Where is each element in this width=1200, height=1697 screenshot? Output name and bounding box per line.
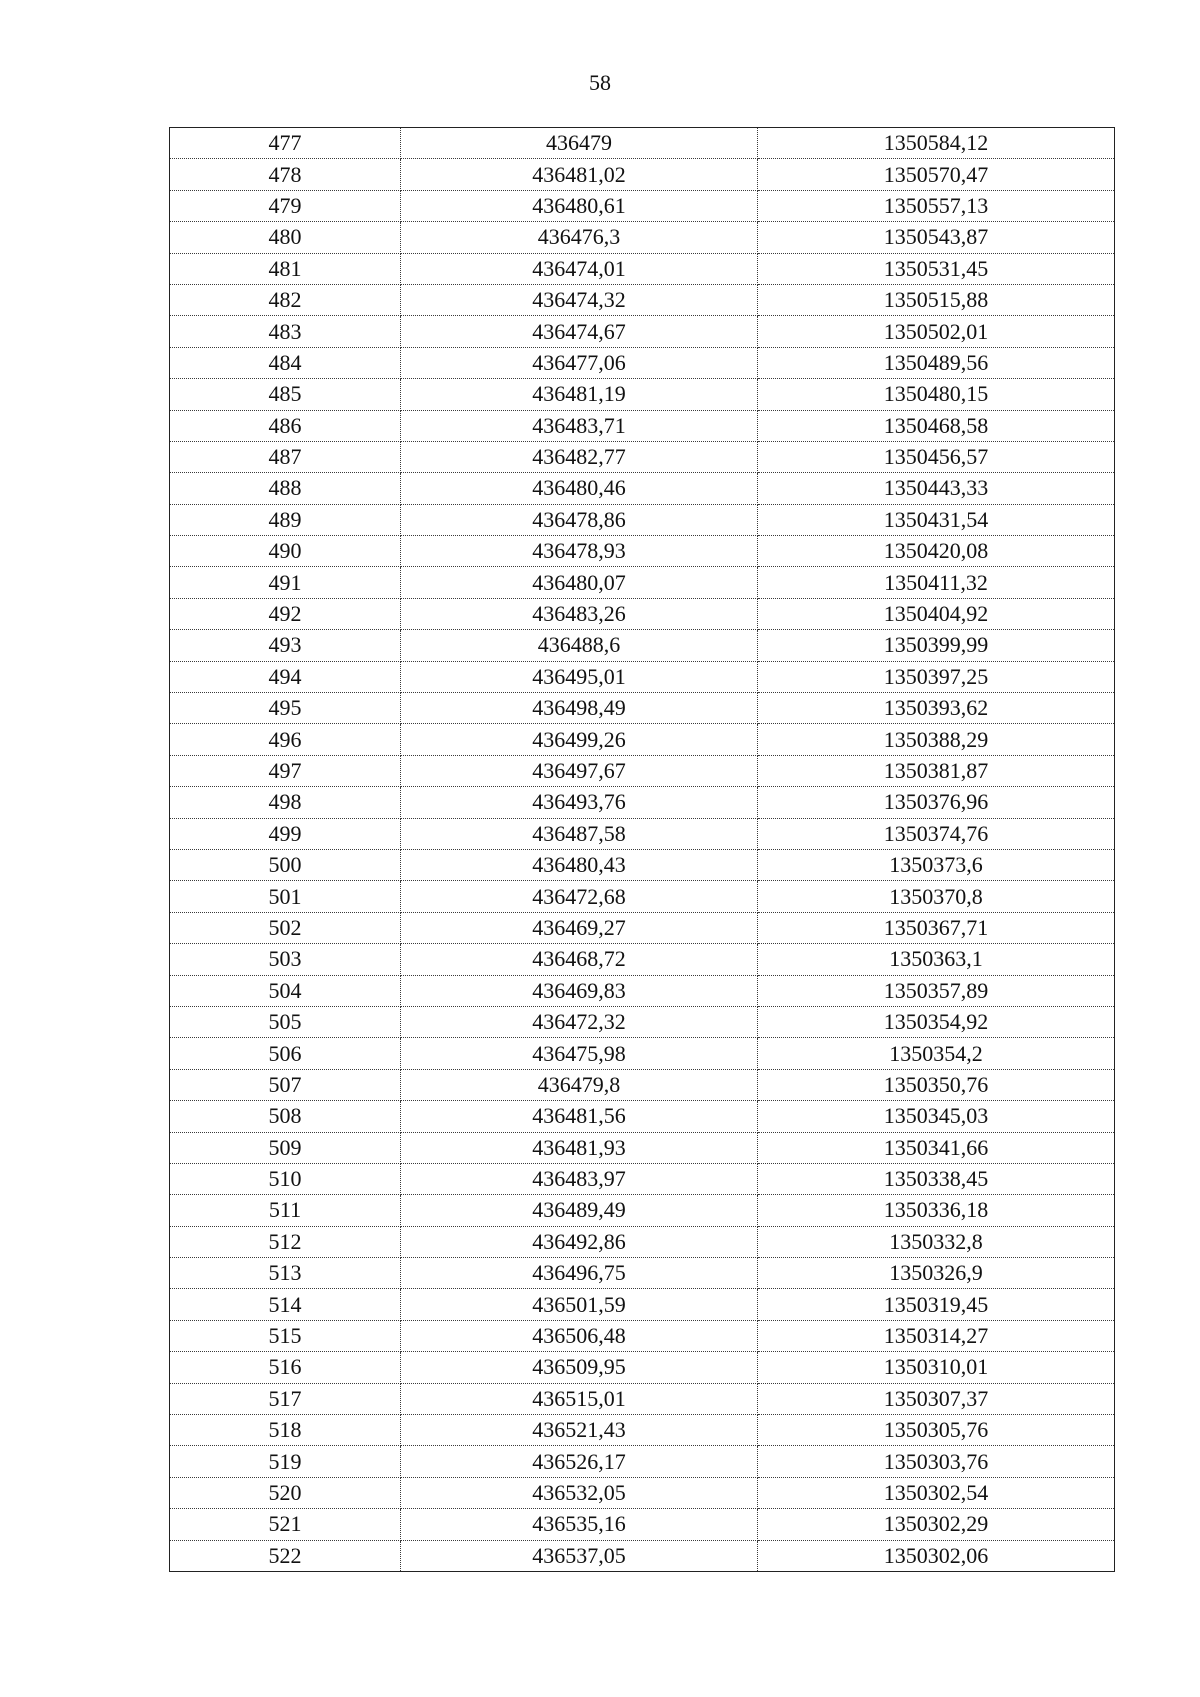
x-coordinate-cell: 436469,83 xyxy=(401,975,758,1006)
y-coordinate-cell: 1350336,18 xyxy=(758,1195,1115,1226)
x-coordinate-cell: 436469,27 xyxy=(401,912,758,943)
point-number-cell: 506 xyxy=(170,1038,401,1069)
table-row xyxy=(170,1006,1115,1037)
y-coordinate-cell: 1350456,57 xyxy=(758,441,1115,472)
x-coordinate-cell: 436488,6 xyxy=(401,630,758,661)
table-row xyxy=(170,1415,1115,1446)
x-coordinate-cell: 436493,76 xyxy=(401,787,758,818)
point-number-cell: 491 xyxy=(170,567,401,598)
y-coordinate-cell: 1350397,25 xyxy=(758,661,1115,692)
table-row xyxy=(170,504,1115,535)
table-row xyxy=(170,284,1115,315)
table-row xyxy=(170,849,1115,880)
y-coordinate-cell: 1350381,87 xyxy=(758,755,1115,786)
table-row xyxy=(170,1069,1115,1100)
y-coordinate-cell: 1350431,54 xyxy=(758,504,1115,535)
y-coordinate-cell: 1350480,15 xyxy=(758,379,1115,410)
point-number-cell: 520 xyxy=(170,1477,401,1508)
x-coordinate-cell: 436532,05 xyxy=(401,1477,758,1508)
point-number-cell: 508 xyxy=(170,1101,401,1132)
x-coordinate-cell: 436481,02 xyxy=(401,159,758,190)
point-number-cell: 501 xyxy=(170,881,401,912)
point-number-cell: 486 xyxy=(170,410,401,441)
x-coordinate-cell: 436482,77 xyxy=(401,441,758,472)
point-number-cell: 518 xyxy=(170,1415,401,1446)
x-coordinate-cell: 436474,67 xyxy=(401,316,758,347)
y-coordinate-cell: 1350468,58 xyxy=(758,410,1115,441)
page-number: 58 xyxy=(589,70,611,95)
x-coordinate-cell: 436509,95 xyxy=(401,1352,758,1383)
table-row xyxy=(170,536,1115,567)
y-coordinate-cell: 1350370,8 xyxy=(758,881,1115,912)
x-coordinate-cell: 436496,75 xyxy=(401,1258,758,1289)
point-number-cell: 489 xyxy=(170,504,401,535)
table-row xyxy=(170,1446,1115,1477)
y-coordinate-cell: 1350443,33 xyxy=(758,473,1115,504)
point-number-cell: 498 xyxy=(170,787,401,818)
x-coordinate-cell: 436526,17 xyxy=(401,1446,758,1477)
point-number-cell: 484 xyxy=(170,347,401,378)
x-coordinate-cell: 436481,56 xyxy=(401,1101,758,1132)
point-number-cell: 488 xyxy=(170,473,401,504)
x-coordinate-cell: 436487,58 xyxy=(401,818,758,849)
point-number-cell: 485 xyxy=(170,379,401,410)
y-coordinate-cell: 1350502,01 xyxy=(758,316,1115,347)
table-row xyxy=(170,567,1115,598)
point-number-cell: 494 xyxy=(170,661,401,692)
point-number-cell: 492 xyxy=(170,598,401,629)
x-coordinate-cell: 436501,59 xyxy=(401,1289,758,1320)
x-coordinate-cell: 436483,97 xyxy=(401,1163,758,1194)
table-row xyxy=(170,410,1115,441)
y-coordinate-cell: 1350332,8 xyxy=(758,1226,1115,1257)
x-coordinate-cell: 436521,43 xyxy=(401,1415,758,1446)
table-row xyxy=(170,881,1115,912)
point-number-cell: 503 xyxy=(170,944,401,975)
table-row xyxy=(170,975,1115,1006)
y-coordinate-cell: 1350376,96 xyxy=(758,787,1115,818)
table-row xyxy=(170,1509,1115,1540)
point-number-cell: 513 xyxy=(170,1258,401,1289)
table-row xyxy=(170,1383,1115,1414)
point-number-cell: 507 xyxy=(170,1069,401,1100)
y-coordinate-cell: 1350354,92 xyxy=(758,1006,1115,1037)
y-coordinate-cell: 1350373,6 xyxy=(758,849,1115,880)
y-coordinate-cell: 1350489,56 xyxy=(758,347,1115,378)
x-coordinate-cell: 436479,8 xyxy=(401,1069,758,1100)
x-coordinate-cell: 436492,86 xyxy=(401,1226,758,1257)
point-number-cell: 481 xyxy=(170,253,401,284)
point-number-cell: 477 xyxy=(170,128,401,159)
x-coordinate-cell: 436480,46 xyxy=(401,473,758,504)
table-row xyxy=(170,1258,1115,1289)
x-coordinate-cell: 436481,19 xyxy=(401,379,758,410)
y-coordinate-cell: 1350420,08 xyxy=(758,536,1115,567)
table-row xyxy=(170,1289,1115,1320)
table-row xyxy=(170,253,1115,284)
x-coordinate-cell: 436480,61 xyxy=(401,190,758,221)
x-coordinate-cell: 436483,26 xyxy=(401,598,758,629)
x-coordinate-cell: 436480,07 xyxy=(401,567,758,598)
table-row xyxy=(170,190,1115,221)
point-number-cell: 510 xyxy=(170,1163,401,1194)
x-coordinate-cell: 436476,3 xyxy=(401,222,758,253)
point-number-cell: 502 xyxy=(170,912,401,943)
x-coordinate-cell: 436497,67 xyxy=(401,755,758,786)
y-coordinate-cell: 1350307,37 xyxy=(758,1383,1115,1414)
y-coordinate-cell: 1350363,1 xyxy=(758,944,1115,975)
x-coordinate-cell: 436506,48 xyxy=(401,1320,758,1351)
y-coordinate-cell: 1350338,45 xyxy=(758,1163,1115,1194)
y-coordinate-cell: 1350393,62 xyxy=(758,693,1115,724)
point-number-cell: 505 xyxy=(170,1006,401,1037)
point-number-cell: 512 xyxy=(170,1226,401,1257)
y-coordinate-cell: 1350302,29 xyxy=(758,1509,1115,1540)
table-row xyxy=(170,473,1115,504)
y-coordinate-cell: 1350543,87 xyxy=(758,222,1115,253)
table-row xyxy=(170,818,1115,849)
point-number-cell: 487 xyxy=(170,441,401,472)
y-coordinate-cell: 1350367,71 xyxy=(758,912,1115,943)
table-row xyxy=(170,316,1115,347)
table-row xyxy=(170,1195,1115,1226)
x-coordinate-cell: 436498,49 xyxy=(401,693,758,724)
table-row xyxy=(170,944,1115,975)
point-number-cell: 496 xyxy=(170,724,401,755)
table-row xyxy=(170,912,1115,943)
x-coordinate-cell: 436472,68 xyxy=(401,881,758,912)
table-row xyxy=(170,724,1115,755)
table-row xyxy=(170,222,1115,253)
x-coordinate-cell: 436495,01 xyxy=(401,661,758,692)
table-row xyxy=(170,159,1115,190)
table-row xyxy=(170,1477,1115,1508)
point-number-cell: 493 xyxy=(170,630,401,661)
y-coordinate-cell: 1350354,2 xyxy=(758,1038,1115,1069)
x-coordinate-cell: 436479 xyxy=(401,128,758,159)
y-coordinate-cell: 1350388,29 xyxy=(758,724,1115,755)
x-coordinate-cell: 436474,32 xyxy=(401,284,758,315)
x-coordinate-cell: 436475,98 xyxy=(401,1038,758,1069)
y-coordinate-cell: 1350319,45 xyxy=(758,1289,1115,1320)
point-number-cell: 522 xyxy=(170,1540,401,1571)
y-coordinate-cell: 1350310,01 xyxy=(758,1352,1115,1383)
coordinates-table xyxy=(169,127,1115,1572)
point-number-cell: 482 xyxy=(170,284,401,315)
table-row xyxy=(170,441,1115,472)
x-coordinate-cell: 436515,01 xyxy=(401,1383,758,1414)
table-row xyxy=(170,1226,1115,1257)
table-row xyxy=(170,1038,1115,1069)
x-coordinate-cell: 436472,32 xyxy=(401,1006,758,1037)
point-number-cell: 480 xyxy=(170,222,401,253)
x-coordinate-cell: 436489,49 xyxy=(401,1195,758,1226)
x-coordinate-cell: 436499,26 xyxy=(401,724,758,755)
point-number-cell: 519 xyxy=(170,1446,401,1477)
table-row xyxy=(170,598,1115,629)
table-row xyxy=(170,128,1115,159)
point-number-cell: 514 xyxy=(170,1289,401,1320)
y-coordinate-cell: 1350341,66 xyxy=(758,1132,1115,1163)
y-coordinate-cell: 1350305,76 xyxy=(758,1415,1115,1446)
y-coordinate-cell: 1350345,03 xyxy=(758,1101,1115,1132)
y-coordinate-cell: 1350350,76 xyxy=(758,1069,1115,1100)
y-coordinate-cell: 1350570,47 xyxy=(758,159,1115,190)
x-coordinate-cell: 436478,93 xyxy=(401,536,758,567)
y-coordinate-cell: 1350374,76 xyxy=(758,818,1115,849)
y-coordinate-cell: 1350302,06 xyxy=(758,1540,1115,1571)
x-coordinate-cell: 436468,72 xyxy=(401,944,758,975)
table-row xyxy=(170,630,1115,661)
point-number-cell: 490 xyxy=(170,536,401,567)
y-coordinate-cell: 1350515,88 xyxy=(758,284,1115,315)
table-row xyxy=(170,1163,1115,1194)
x-coordinate-cell: 436477,06 xyxy=(401,347,758,378)
coordinates-table-body xyxy=(170,128,1115,1572)
table-row xyxy=(170,1132,1115,1163)
point-number-cell: 521 xyxy=(170,1509,401,1540)
point-number-cell: 500 xyxy=(170,849,401,880)
point-number-cell: 516 xyxy=(170,1352,401,1383)
x-coordinate-cell: 436535,16 xyxy=(401,1509,758,1540)
table-row xyxy=(170,693,1115,724)
point-number-cell: 504 xyxy=(170,975,401,1006)
y-coordinate-cell: 1350399,99 xyxy=(758,630,1115,661)
table-row xyxy=(170,661,1115,692)
y-coordinate-cell: 1350326,9 xyxy=(758,1258,1115,1289)
x-coordinate-cell: 436480,43 xyxy=(401,849,758,880)
table-row xyxy=(170,347,1115,378)
point-number-cell: 495 xyxy=(170,693,401,724)
x-coordinate-cell: 436478,86 xyxy=(401,504,758,535)
point-number-cell: 499 xyxy=(170,818,401,849)
point-number-cell: 478 xyxy=(170,159,401,190)
x-coordinate-cell: 436481,93 xyxy=(401,1132,758,1163)
point-number-cell: 511 xyxy=(170,1195,401,1226)
y-coordinate-cell: 1350302,54 xyxy=(758,1477,1115,1508)
point-number-cell: 497 xyxy=(170,755,401,786)
y-coordinate-cell: 1350531,45 xyxy=(758,253,1115,284)
x-coordinate-cell: 436474,01 xyxy=(401,253,758,284)
table-row xyxy=(170,755,1115,786)
table-row xyxy=(170,1320,1115,1351)
table-row xyxy=(170,787,1115,818)
y-coordinate-cell: 1350314,27 xyxy=(758,1320,1115,1351)
x-coordinate-cell: 436537,05 xyxy=(401,1540,758,1571)
y-coordinate-cell: 1350584,12 xyxy=(758,128,1115,159)
point-number-cell: 515 xyxy=(170,1320,401,1351)
y-coordinate-cell: 1350557,13 xyxy=(758,190,1115,221)
y-coordinate-cell: 1350404,92 xyxy=(758,598,1115,629)
y-coordinate-cell: 1350303,76 xyxy=(758,1446,1115,1477)
point-number-cell: 509 xyxy=(170,1132,401,1163)
y-coordinate-cell: 1350357,89 xyxy=(758,975,1115,1006)
point-number-cell: 483 xyxy=(170,316,401,347)
table-row xyxy=(170,1101,1115,1132)
x-coordinate-cell: 436483,71 xyxy=(401,410,758,441)
table-row xyxy=(170,1352,1115,1383)
table-row xyxy=(170,1540,1115,1571)
table-row xyxy=(170,379,1115,410)
point-number-cell: 479 xyxy=(170,190,401,221)
point-number-cell: 517 xyxy=(170,1383,401,1414)
y-coordinate-cell: 1350411,32 xyxy=(758,567,1115,598)
